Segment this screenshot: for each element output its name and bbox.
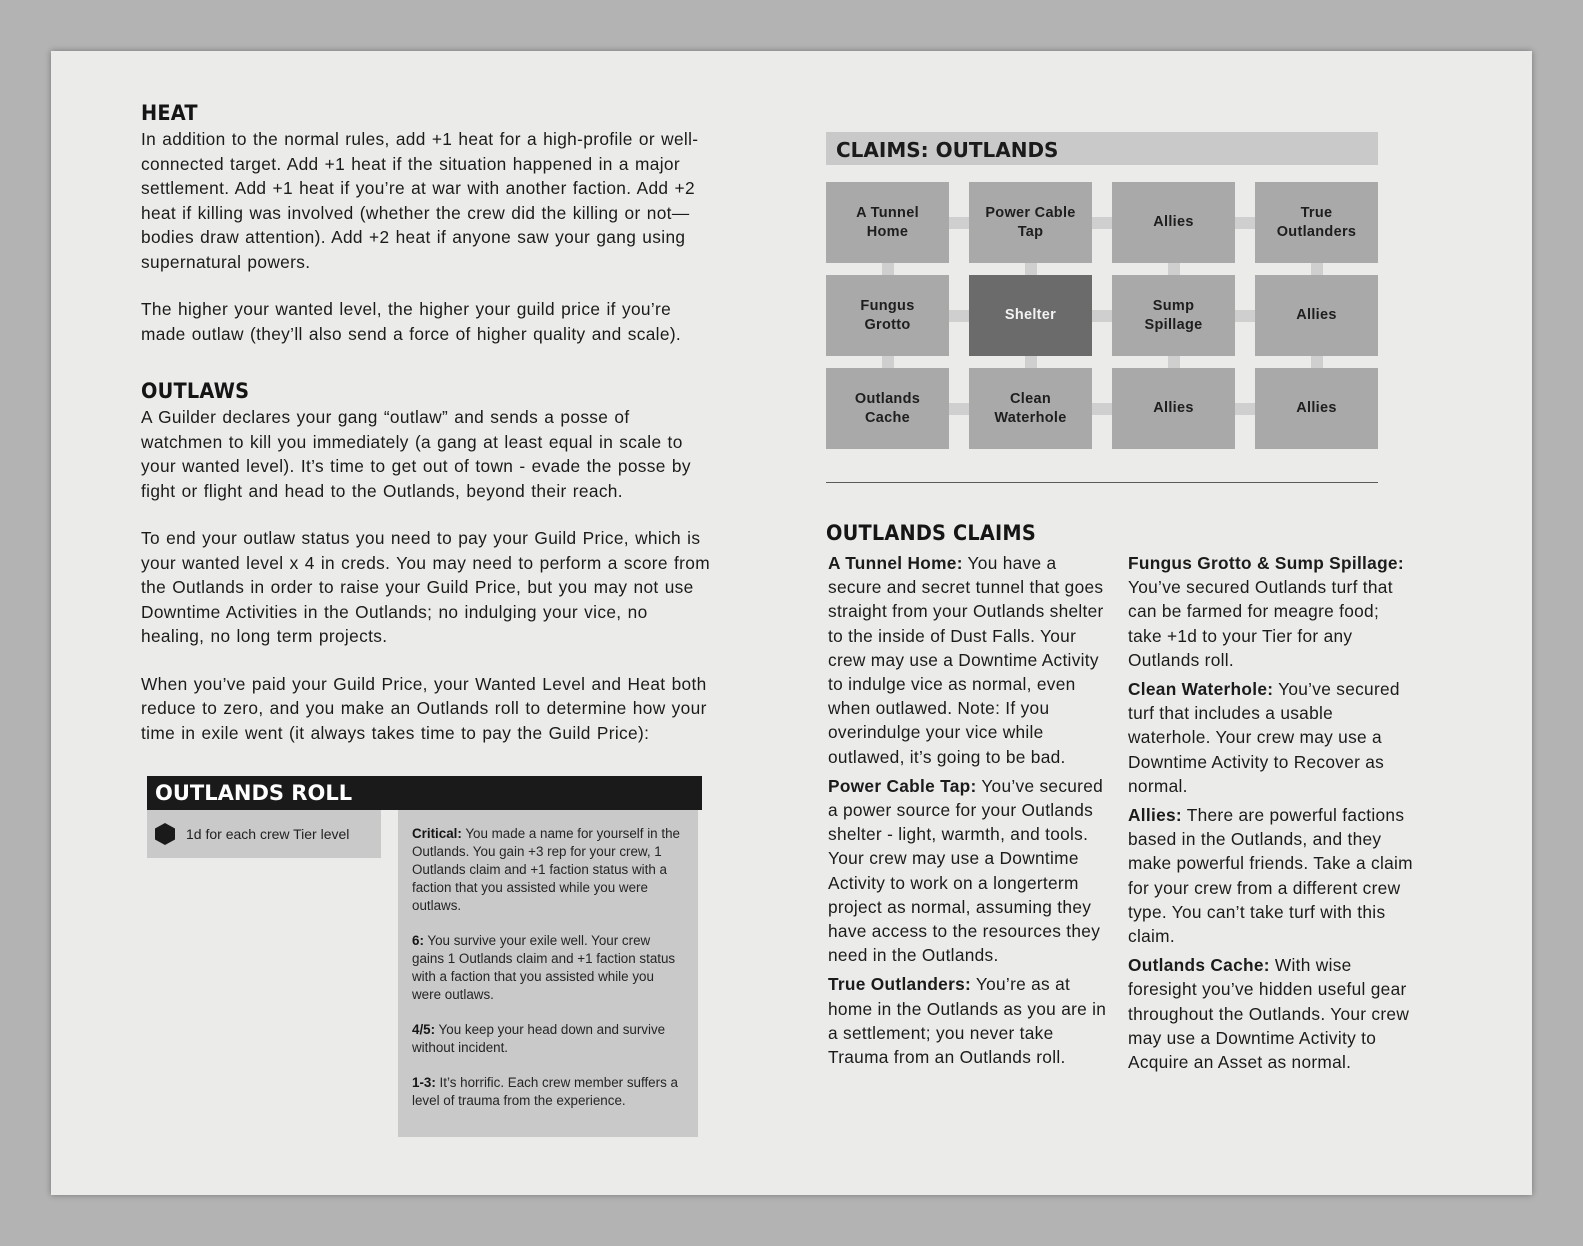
claim-cell-true-outlanders: True Outlanders <box>1255 182 1378 263</box>
claim-cell-outlands-cache: Outlands Cache <box>826 368 949 449</box>
outlaws-heading: OUTLAWS <box>141 379 250 403</box>
outlaws-paragraph-1: A Guilder declares your gang “outlaw” and sends a posse of watchmen to kill you immediately (a gang at least equal in scale to your wanted level). It’s time to get out of town - evade the posse by fight or flight and head to the Outlands, beyond their reach. <box>141 407 691 501</box>
map-connector <box>1235 403 1255 415</box>
claim-cell-allies: Allies <box>1112 368 1235 449</box>
outlaws-paragraph-3: When you’ve paid your Guild Price, your Wanted Level and Heat both reduce to zero, and you make an Outlands roll to determine how your time in exile went (it always takes time to pay the Guild Price): <box>141 673 707 743</box>
map-connector <box>949 310 969 322</box>
roll-result-1-3: 1-3: It’s horrific. Each crew member suffers a level of trauma from the experience. <box>412 1075 678 1108</box>
book-spread <box>51 51 1532 1195</box>
map-connector <box>1235 310 1255 322</box>
heat-paragraph-1: In addition to the normal rules, add +1 heat for a high-profile or well-connected target. Add +1 heat if the situation happened in a major settlement. Add +1 heat if you’re at war with another faction. Add +2 heat if killing was involved (whether the crew did the killing or not—bodies draw attention). Add +2 heat if anyone saw your gang using supernatural powers. <box>141 129 699 272</box>
claims-column-right <box>1128 551 1413 1079</box>
map-connector <box>1311 356 1323 368</box>
map-connector <box>1168 263 1180 275</box>
left-column <box>141 101 711 768</box>
map-connector <box>1025 263 1037 275</box>
claim-allies: Allies: There are powerful factions based in the Outlands, and they make powerful friends. Take a claim for your crew from a different crew type. You can’t take turf with this claim. <box>1128 805 1413 947</box>
claim-clean-waterhole: Clean Waterhole: You’ve secured turf that includes a usable waterhole. Your crew may use a Downtime Activity to Recover as normal. <box>1128 679 1400 796</box>
hexagon-die-icon <box>153 822 177 846</box>
claim-outlands-cache: Outlands Cache: With wise foresight you’ve hidden useful gear throughout the Outlands. Your crew may use a Downtime Activity to Acquire an Asset as normal. <box>1128 955 1410 1073</box>
outlaws-paragraph-2: To end your outlaw status you need to pay your Guild Price, which is your wanted level x 4 in creds. You may need to perform a score from the Outlands in order to raise your Guild Price, but you may not use Downtime Activities in the Outlands; no indulging your vice, no healing, no long term projects. <box>141 528 710 646</box>
claim-fungus-sump: Fungus Grotto & Sump Spillage: You’ve secured Outlands turf that can be farmed for meagre food; take +1d to your Tier for any Outlands roll. <box>1128 553 1404 670</box>
claim-tunnel-home: A Tunnel Home: You have a secure and secret tunnel that goes straight from your Outlands shelter to the inside of Dust Falls. Your crew may use a Downtime Activity to indulge vice as normal, even when outlawed. Note: If you overindulge your vice while outlawed, it’s going to be bad. <box>828 553 1104 767</box>
map-connector <box>949 403 969 415</box>
claim-cell-a-tunnel-home: A Tunnel Home <box>826 182 949 263</box>
outlands-roll-heading: OUTLANDS ROLL <box>147 776 702 810</box>
claims-map-grid <box>826 182 1378 450</box>
claim-cell-clean-waterhole: Clean Waterhole <box>969 368 1092 449</box>
outlands-claims-heading: OUTLANDS CLAIMS <box>826 521 1036 545</box>
roll-result-6: 6: You survive your exile well. Your crew gains 1 Outlands claim and +1 faction status with a faction that you assisted while you were outlaws. <box>412 933 676 1002</box>
map-connector <box>949 217 969 229</box>
map-connector <box>1092 403 1112 415</box>
dice-pool-box <box>147 810 381 858</box>
claim-cell-sump-spillage: Sump Spillage <box>1112 275 1235 356</box>
map-connector <box>1311 263 1323 275</box>
claim-cell-shelter: Shelter <box>969 275 1092 356</box>
heat-heading: HEAT <box>141 101 198 125</box>
claims-column-left <box>828 551 1113 1074</box>
roll-result-critical: Critical: You made a name for yourself in the Outlands. You gain +3 rep for your crew, 1 Outlands claim and +1 faction status with a faction that you assisted while you were outlaws. <box>412 826 680 913</box>
claim-power-cable-tap: Power Cable Tap: You’ve secured a power source for your Outlands shelter - light, warmth, and tools. Your crew may use a Downtime Activity to work on a longerterm project as normal, assuming they have access to the resources they need in the Outlands. <box>828 775 1104 966</box>
map-connector <box>1092 310 1112 322</box>
map-connector <box>1168 356 1180 368</box>
section-divider <box>826 482 1378 483</box>
dice-pool-label: 1d for each crew Tier level <box>186 826 350 842</box>
roll-result-4-5: 4/5: You keep your head down and survive without incident. <box>412 1022 666 1055</box>
map-connector <box>1092 217 1112 229</box>
claim-cell-fungus-grotto: Fungus Grotto <box>826 275 949 356</box>
claim-cell-allies: Allies <box>1255 368 1378 449</box>
heat-paragraph-2: The higher your wanted level, the higher your guild price if you’re made outlaw (they’ll also send a force of higher quality and scale). <box>141 299 682 344</box>
map-connector <box>1235 217 1255 229</box>
map-connector <box>1025 356 1037 368</box>
map-connector <box>882 263 894 275</box>
claim-cell-power-cable-tap: Power Cable Tap <box>969 182 1092 263</box>
claims-map-heading: CLAIMS: OUTLANDS <box>826 132 1378 165</box>
roll-results-box <box>398 810 698 1137</box>
claim-true-outlanders: True Outlanders: You’re as at home in the Outlands as you are in a settlement; you never take Trauma from an Outlands roll. <box>828 974 1107 1068</box>
claim-cell-allies: Allies <box>1255 275 1378 356</box>
map-connector <box>882 356 894 368</box>
claim-cell-allies: Allies <box>1112 182 1235 263</box>
